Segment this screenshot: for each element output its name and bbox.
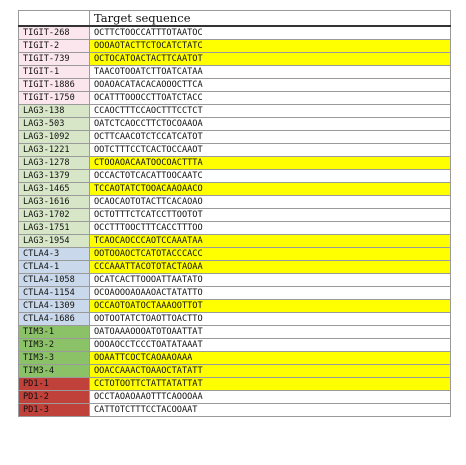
target-name-cell: PD1-1 — [19, 378, 90, 391]
table-row — [19, 274, 451, 287]
target-name-cell: LAG3-1616 — [19, 196, 90, 209]
target-sequence-cell: OOAOACATACACAOOOCTTCA — [90, 79, 451, 92]
table-row — [19, 157, 451, 170]
target-name-cell: TIM3-2 — [19, 339, 90, 352]
target-name-cell: LAG3-1465 — [19, 183, 90, 196]
target-sequence-cell: OATOAAAOOOATOTOAATTAT — [90, 326, 451, 339]
table-row — [19, 26, 451, 40]
target-name-cell: CTLA4-1309 — [19, 300, 90, 313]
target-sequence-cell: TCAOCAOCCCAOTCCAAATAA — [90, 235, 451, 248]
table-row — [19, 53, 451, 66]
header-row — [19, 11, 451, 27]
target-name-cell: CTLA4-1058 — [19, 274, 90, 287]
target-sequence-cell: OCATCACTTOOOATTAATATO — [90, 274, 451, 287]
table-row — [19, 404, 451, 417]
table-row — [19, 352, 451, 365]
table-row — [19, 196, 451, 209]
table-row — [19, 391, 451, 404]
target-name-cell: TIM3-4 — [19, 365, 90, 378]
table-row — [19, 66, 451, 79]
target-name-cell: TIGIT-1886 — [19, 79, 90, 92]
target-name-cell: TIGIT-1 — [19, 66, 90, 79]
table-row — [19, 339, 451, 352]
table-row — [19, 287, 451, 300]
target-sequence-cell: OOTOOTATCTOAOTTOACTTO — [90, 313, 451, 326]
target-name-cell: LAG3-503 — [19, 118, 90, 131]
table-row — [19, 40, 451, 53]
target-sequence-cell: CCCAAATTACOTOTACTAOAA — [90, 261, 451, 274]
target-sequence-cell: OOTOOAOCTCATOTACCCACC — [90, 248, 451, 261]
table-row — [19, 326, 451, 339]
target-sequence-cell: OCCTAOAOAAOTTTCAOOOAA — [90, 391, 451, 404]
target-sequence-cell: OOOAOCCTCCCTOATATAAAT — [90, 339, 451, 352]
target-name-cell: TIGIT-268 — [19, 26, 90, 40]
table-row — [19, 365, 451, 378]
target-sequence-cell: OCTOTTTCTCATCCTTOOTOT — [90, 209, 451, 222]
table-row — [19, 248, 451, 261]
target-name-cell: PD1-2 — [19, 391, 90, 404]
table-row — [19, 313, 451, 326]
target-name-cell: LAG3-1092 — [19, 131, 90, 144]
table-row — [19, 105, 451, 118]
target-sequence-cell: OCOAOOOAOAAOACTATATTO — [90, 287, 451, 300]
table-row — [19, 209, 451, 222]
table-row — [19, 183, 451, 196]
target-name-cell: TIGIT-2 — [19, 40, 90, 53]
target-sequence-cell: OCTOCATOACTACTTCAATOT — [90, 53, 451, 66]
table-row — [19, 92, 451, 105]
target-sequence-cell: OCCTTTOOCTTTCACCTTTOO — [90, 222, 451, 235]
table-row — [19, 378, 451, 391]
table-row — [19, 79, 451, 92]
target-sequence-cell: OCTTCAACOTCTCCATCATOT — [90, 131, 451, 144]
target-name-cell: CTLA4-1 — [19, 261, 90, 274]
target-sequence-cell: TAACOTOOATCTTOATCATAA — [90, 66, 451, 79]
target-sequence-cell: TCCAOTATCTOOACAAOAACO — [90, 183, 451, 196]
target-sequence-cell: OOAATTCOCTCAOAAOAAA — [90, 352, 451, 365]
table-row — [19, 144, 451, 157]
table-row — [19, 222, 451, 235]
target-sequence-cell: OCCAOTOATOCTAAAOOTTOT — [90, 300, 451, 313]
target-sequence-cell: OCATTTOOOCCTTOATCTACC — [90, 92, 451, 105]
target-sequence-cell: OCCACTOTCACATTOOCAATC — [90, 170, 451, 183]
target-name-cell: TIM3-1 — [19, 326, 90, 339]
target-name-cell: CTLA4-3 — [19, 248, 90, 261]
target-name-cell: TIGIT-1750 — [19, 92, 90, 105]
target-sequence-cell: OOTCTTTCCTCACTOCCAAOT — [90, 144, 451, 157]
target-sequence-cell: CCTOTOOTTCTATTATATTAT — [90, 378, 451, 391]
target-sequence-cell: OOOAOTACTTCTOCATCTATC — [90, 40, 451, 53]
target-name-cell: TIGIT-739 — [19, 53, 90, 66]
target-name-cell: LAG3-1702 — [19, 209, 90, 222]
target-sequence-cell: OCAOCAOTOTACTTCACAOAO — [90, 196, 451, 209]
target-name-cell: CTLA4-1686 — [19, 313, 90, 326]
target-sequence-cell: OOACCAAACTOAAOCTATATT — [90, 365, 451, 378]
target-sequence-table — [18, 10, 451, 417]
target-sequence-cell: CATTOTCTTTCCTACOOAAT — [90, 404, 451, 417]
target-sequence-cell: CTOOAOACAATOOCOACTTTA — [90, 157, 451, 170]
target-sequence-cell: CCAOCTTTCCAOCTTTCCTCT — [90, 105, 451, 118]
target-name-cell: LAG3-138 — [19, 105, 90, 118]
target-name-cell: LAG3-1954 — [19, 235, 90, 248]
target-name-cell: CTLA4-1154 — [19, 287, 90, 300]
table-row — [19, 300, 451, 313]
table-row — [19, 261, 451, 274]
table-row — [19, 131, 451, 144]
target-name-cell: TIM3-3 — [19, 352, 90, 365]
target-sequence-cell: OATCTCAOCCTTCTOCOAAOA — [90, 118, 451, 131]
header-sequence-cell: Target sequence — [90, 11, 451, 27]
table-row — [19, 170, 451, 183]
target-name-cell: LAG3-1278 — [19, 157, 90, 170]
sequence-table-body — [19, 26, 451, 417]
table-row — [19, 118, 451, 131]
target-name-cell: LAG3-1751 — [19, 222, 90, 235]
target-sequence-cell: OCTTCTOOCCATTTOTAATOC — [90, 26, 451, 40]
target-name-cell: LAG3-1379 — [19, 170, 90, 183]
table-row — [19, 235, 451, 248]
header-name-cell — [19, 11, 90, 27]
target-name-cell: LAG3-1221 — [19, 144, 90, 157]
target-name-cell: PD1-3 — [19, 404, 90, 417]
